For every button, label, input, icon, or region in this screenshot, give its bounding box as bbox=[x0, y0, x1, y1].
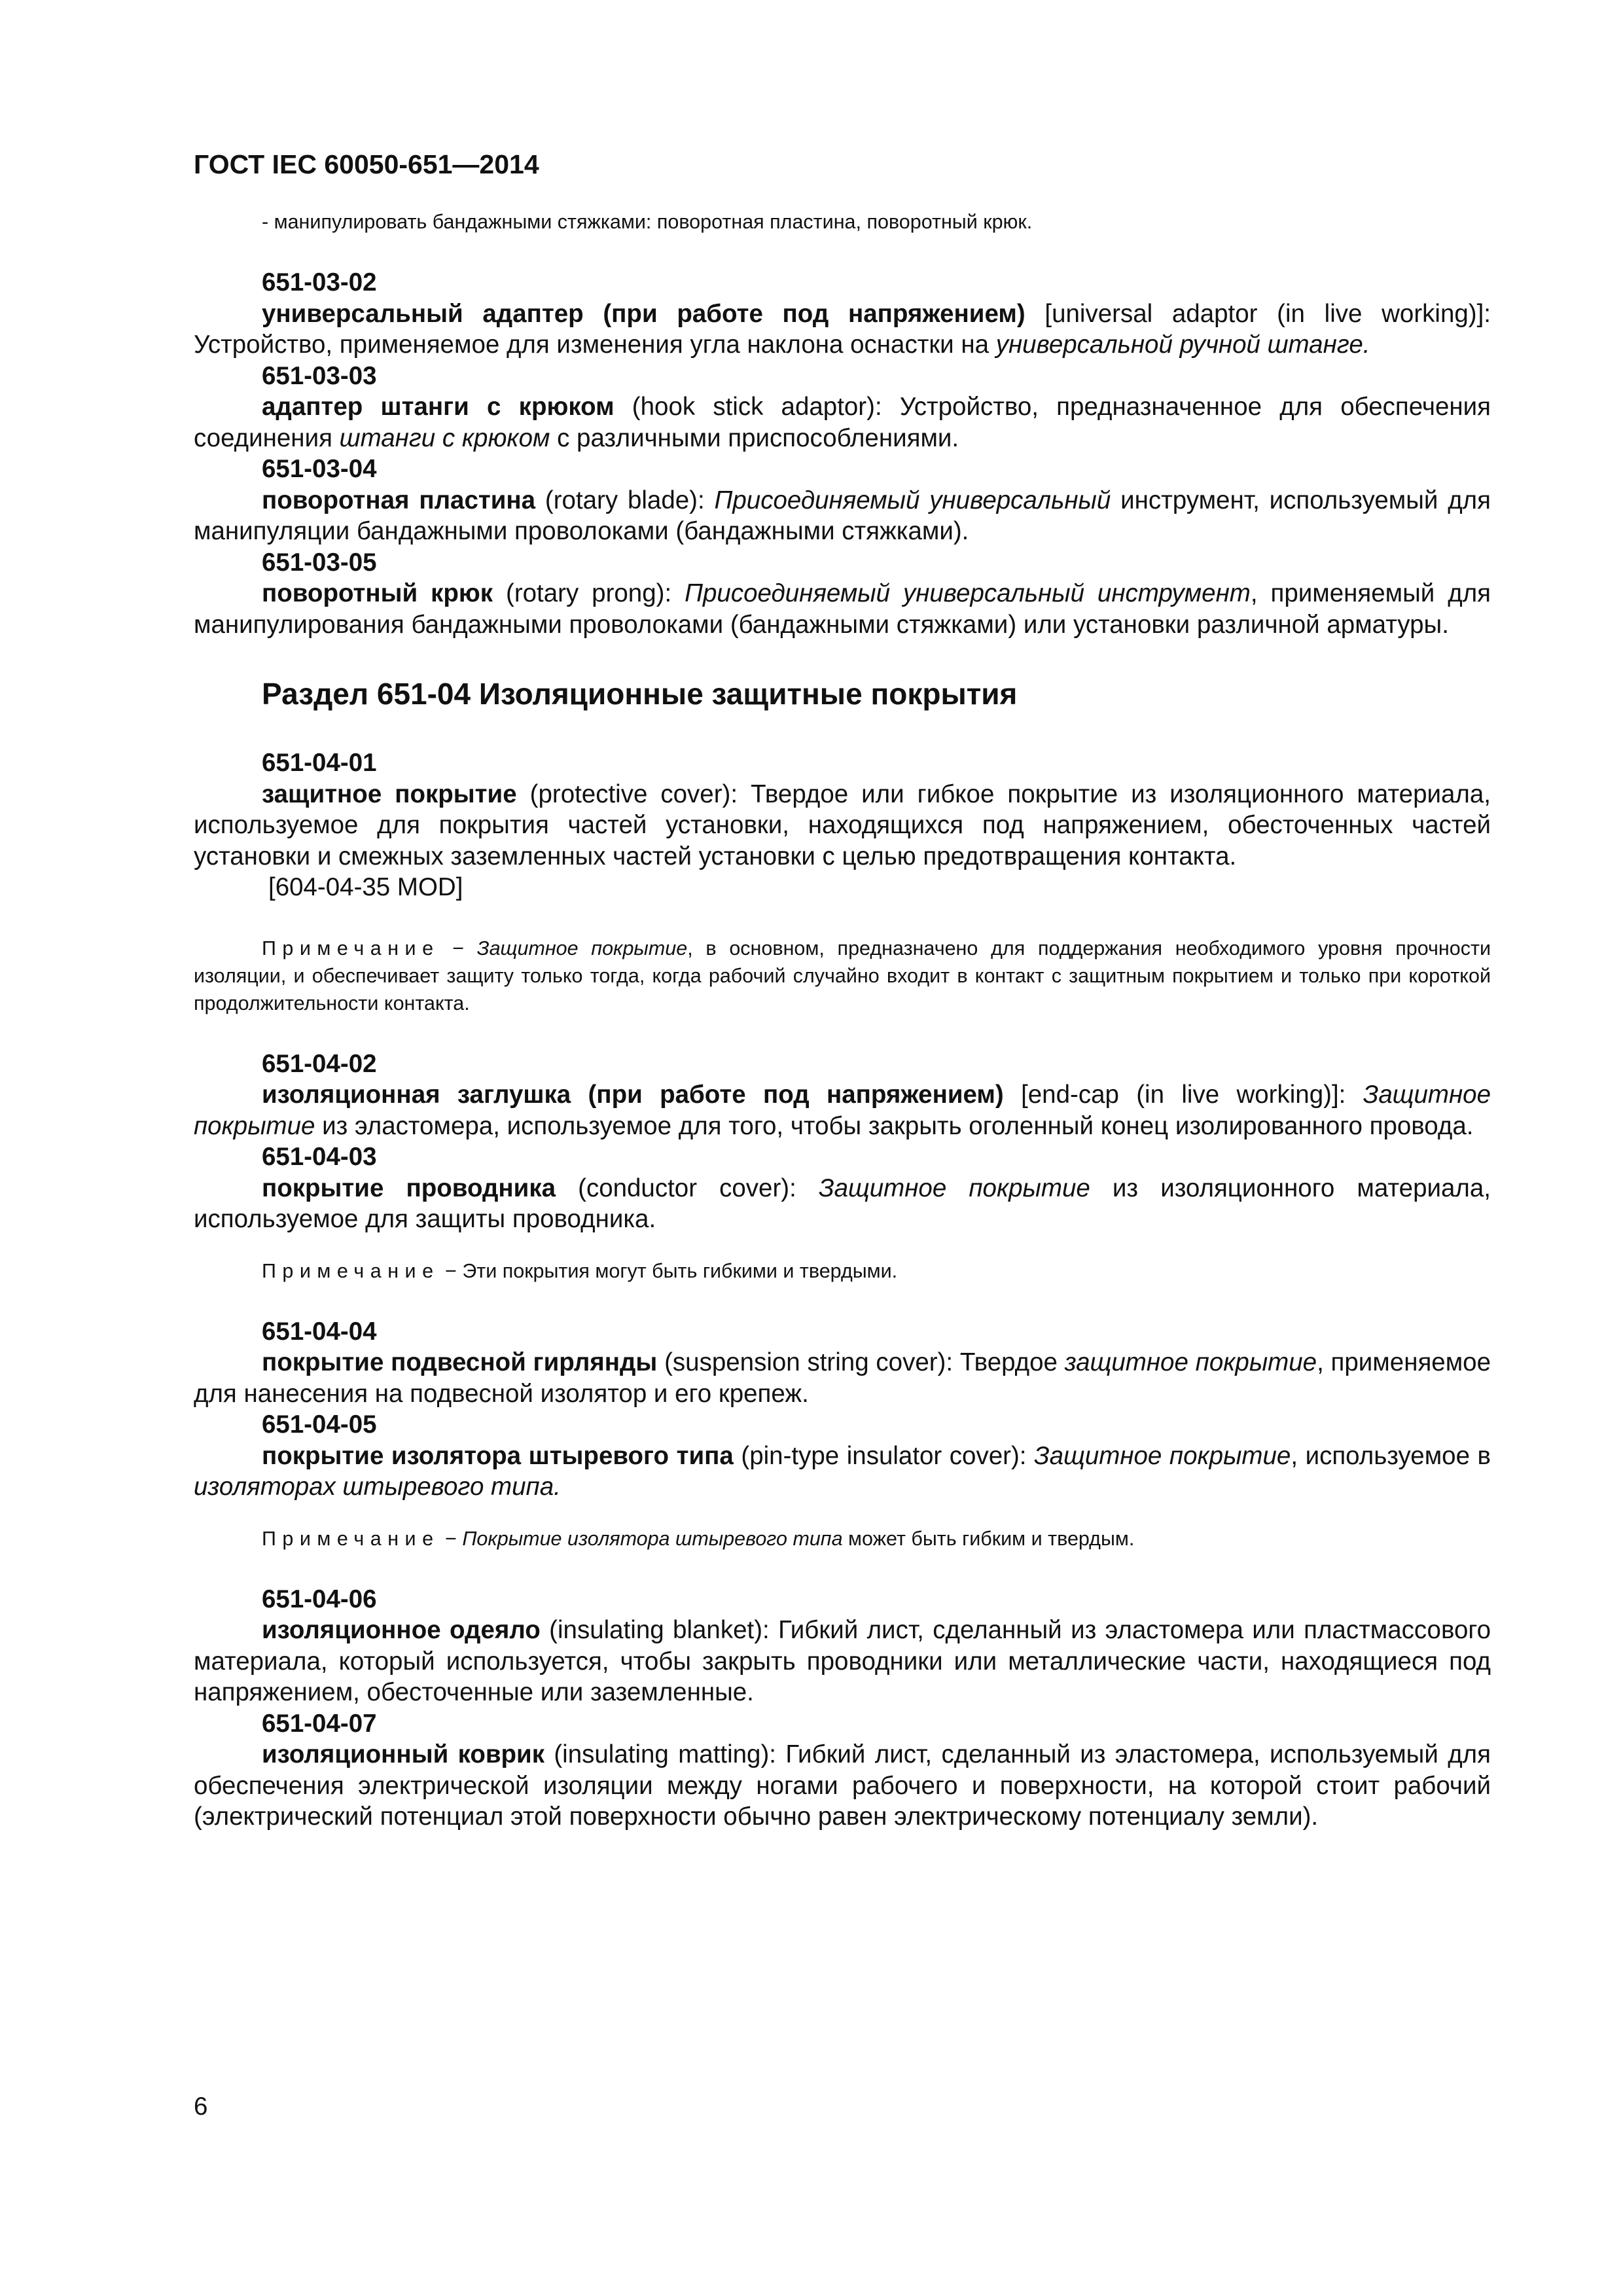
definition-text: (insulating matting): Гибкий лист, сделанный из эластомера, используемый для обеспечения электрической изоляции между ногами рабочего и поверхности, на которой стоит рабочий (электрический потенциал этой поверхности обычно равен электрическому потенциалу земли). bbox=[194, 1740, 1491, 1831]
definition-text: (hook stick adaptor): Устройство, предназначенное для обеспечения соединения bbox=[194, 393, 1491, 452]
note-dash: − bbox=[439, 1527, 463, 1550]
note-italic: Защитное покрытие bbox=[476, 937, 688, 960]
definition-text: , применяемый для манипулирования бандажными проволоками (бандажными стяжками) или установки различной арматуры. bbox=[194, 579, 1491, 639]
definition-text: из эластомера, используемое для того, чтобы закрыть оголенный конец изолированного провода. bbox=[315, 1111, 1474, 1140]
entry-definition bbox=[194, 1079, 1491, 1141]
definition-italic: Защитное покрытие bbox=[1034, 1441, 1291, 1470]
definition-text: инструмент, используемый для манипуляции бандажными проволоками (бандажными стяжками). bbox=[194, 486, 1491, 545]
definition-text: (conductor cover): bbox=[556, 1174, 819, 1202]
entry-definition bbox=[194, 1173, 1491, 1235]
entry-term: адаптер штанги с крюком bbox=[262, 393, 615, 421]
note-label: Примечание bbox=[262, 1527, 440, 1550]
note bbox=[194, 935, 1491, 1017]
entry-term: покрытие подвесной гирлянды bbox=[262, 1348, 658, 1376]
entry-code: 651-04-04 bbox=[262, 1317, 377, 1346]
definition-text: [universal adaptor (in live working)]: Устройство, применяемое для изменения угла наклона оснастки на bbox=[194, 299, 1491, 359]
entry-code: 651-04-05 bbox=[262, 1410, 377, 1439]
definition-text: (insulating blanket): Гибкий лист, сделанный из эластомера или пластмассового материала, который используется, чтобы закрыть проводники или металлические части, находящиеся под напряжением, обесточенные или заземленные. bbox=[194, 1616, 1491, 1706]
definition-text: (rotary prong): bbox=[493, 579, 685, 607]
definition-text: (rotary blade): bbox=[535, 486, 715, 514]
intro-line: - манипулировать бандажными стяжками: поворотная пластина, поворотный крюк. bbox=[262, 211, 1033, 233]
definition-text: (pin-type insulator cover): bbox=[733, 1441, 1035, 1470]
note-text: Эти покрытия могут быть гибкими и твердыми. bbox=[462, 1259, 898, 1282]
entry-definition bbox=[194, 1615, 1491, 1708]
definition-italic: защитное покрытие bbox=[1064, 1348, 1317, 1376]
note-label: Примечание bbox=[262, 937, 440, 960]
entry-term: защитное покрытие bbox=[262, 780, 517, 808]
note-dash: − bbox=[439, 937, 477, 960]
section-title: Раздел 651-04 Изоляционные защитные покрытия bbox=[262, 677, 1018, 711]
definition-italic: Защитное покрытие bbox=[194, 1081, 1491, 1140]
definition-italic: Присоединяемый универсальный инструмент bbox=[685, 579, 1251, 607]
definition-text: с различными приспособлениями. bbox=[550, 423, 959, 452]
definition-italic: универсальной ручной штанге. bbox=[995, 331, 1370, 359]
entry-term: покрытие изолятора штыревого типа bbox=[262, 1441, 734, 1470]
definition-text: [end-cap (in live working)]: bbox=[1003, 1081, 1363, 1109]
entry-definition bbox=[194, 578, 1491, 640]
entry-code: 651-03-02 bbox=[262, 268, 377, 296]
entry-term: универсальный адаптер (при работе под напряжением) bbox=[262, 299, 1026, 328]
entry-term: покрытие проводника bbox=[262, 1174, 556, 1202]
note bbox=[194, 1525, 1491, 1552]
standard-header: ГОСТ IEC 60050-651—2014 bbox=[194, 149, 539, 179]
entry-term: изоляционное одеяло bbox=[262, 1616, 541, 1644]
entry-code: 651-04-03 bbox=[262, 1143, 377, 1171]
entry-code: 651-04-02 bbox=[262, 1049, 377, 1078]
definition-italic: штанги с крюком bbox=[339, 423, 550, 452]
definition-text: (suspension string cover): Твердое bbox=[657, 1348, 1065, 1376]
entry-code: 651-03-05 bbox=[262, 548, 377, 577]
page-number: 6 bbox=[194, 2092, 208, 2121]
entry-term: изоляционная заглушка (при работе под напряжением) bbox=[262, 1081, 1004, 1109]
definition-text: , используемое в bbox=[1291, 1441, 1491, 1470]
entry-definition bbox=[194, 298, 1491, 361]
entry-term: поворотная пластина bbox=[262, 486, 536, 514]
entry-definition bbox=[194, 1347, 1491, 1409]
definition-italic: Присоединяемый универсальный bbox=[714, 486, 1111, 514]
entry-term: изоляционный коврик bbox=[262, 1740, 544, 1768]
note-italic: Покрытие изолятора штыревого типа bbox=[462, 1527, 843, 1550]
entry-code: 651-04-07 bbox=[262, 1709, 377, 1738]
note-text: может быть гибким и твердым. bbox=[842, 1527, 1135, 1550]
entry-code: 651-04-06 bbox=[262, 1585, 377, 1613]
document-body bbox=[194, 208, 1491, 1833]
note-dash: − bbox=[439, 1259, 463, 1282]
entry-definition bbox=[194, 391, 1491, 454]
definition-italic: Защитное покрытие bbox=[818, 1174, 1090, 1202]
entry-code: 651-03-04 bbox=[262, 455, 377, 483]
entry-definition bbox=[194, 1739, 1491, 1833]
source-reference: [604-04-35 MOD] bbox=[268, 873, 463, 901]
entry-definition bbox=[194, 1441, 1491, 1503]
entry-term: поворотный крюк bbox=[262, 579, 493, 607]
entry-code: 651-04-01 bbox=[262, 749, 377, 777]
note-text: , в основном, предназначено для поддержания необходимого уровня прочности изоляции, и обеспечивает защиту только тогда, когда рабочий случайно входит в контакт с защитным покрытием и только при короткой продолжительности контакта. bbox=[194, 937, 1491, 1014]
entry-definition bbox=[194, 485, 1491, 547]
note bbox=[194, 1257, 1491, 1285]
definition-text: из изоляционного материала, используемое для защиты проводника. bbox=[194, 1174, 1491, 1233]
definition-text: , применяемое для нанесения на подвесной изолятор и его крепеж. bbox=[194, 1348, 1491, 1408]
definition-italic: изоляторах штыревого типа. bbox=[194, 1473, 561, 1501]
definition-text: (protective cover): Твердое или гибкое покрытие из изоляционного материала, используемое для покрытия частей установки, находящихся под напряжением, обесточенных частей установки и смежных заземленных частей установки с целью предотвращения контакта. bbox=[194, 780, 1491, 870]
note-label: Примечание bbox=[262, 1259, 440, 1282]
entry-code: 651-03-03 bbox=[262, 361, 377, 390]
entry-definition bbox=[194, 779, 1491, 872]
